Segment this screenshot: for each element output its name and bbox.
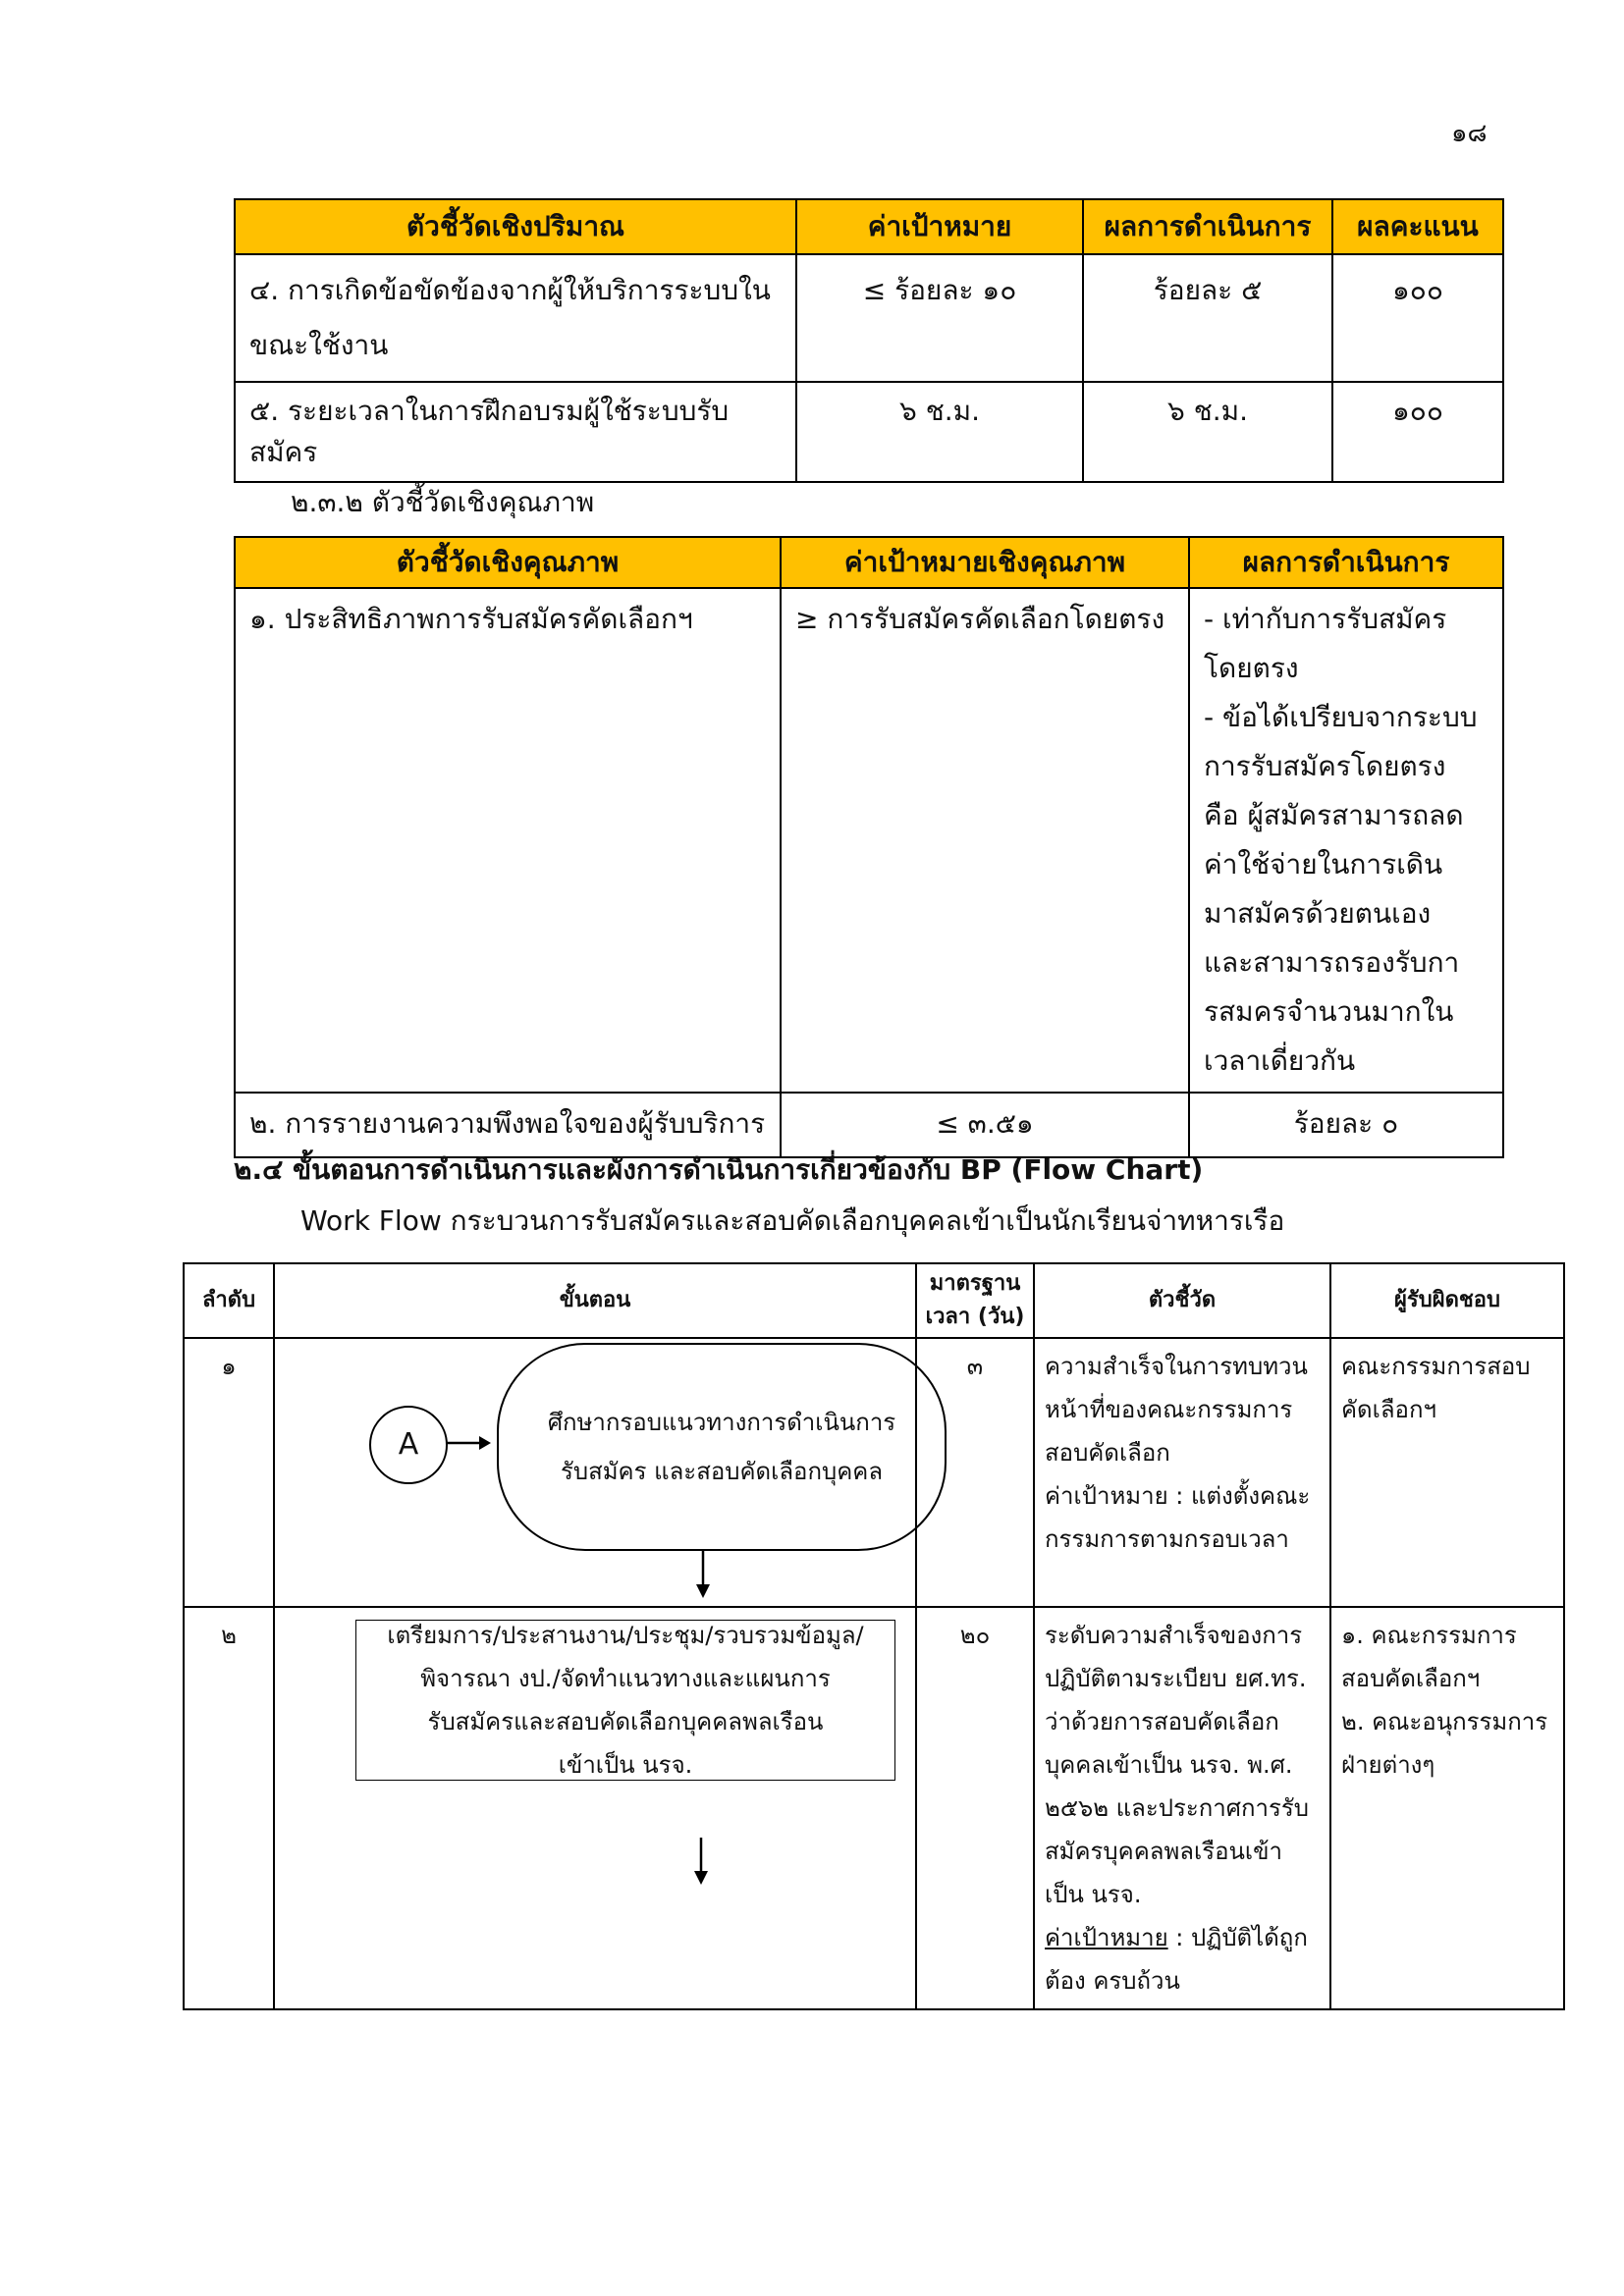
target-label: ค่าเป้าหมาย — [1045, 1482, 1168, 1510]
workflow-table — [183, 1262, 1565, 2010]
target-cell: ≤ ๓.๕๑ — [781, 1093, 1189, 1157]
right-arrow-icon — [446, 1427, 493, 1459]
target-cell: ๖ ช.ม. — [796, 382, 1083, 482]
workflow-caption: Work Flow กระบวนการรับสมัครและสอบคัดเลือกบุคคลเข้าเป็นนักเรียนจ่าทหารเรือ — [300, 1204, 1285, 1237]
step-cell — [274, 1607, 916, 2009]
table-header-row — [235, 199, 1503, 254]
process-step-box: เตรียมการ/ประสานงาน/ประชุม/รวบรวมข้อมูล/ พิจารณา งป./จัดทำแนวทางและแผนการ รับสมัครและสอบคัดเลือกบุคคลพลเรือน เข้าเป็น นรจ. — [355, 1620, 895, 1781]
column-header-time: มาตรฐาน เวลา (วัน) — [916, 1263, 1034, 1338]
down-arrow-icon — [691, 1551, 715, 1600]
workflow-row — [184, 1338, 1564, 1607]
column-header-step: ขั้นตอน — [274, 1263, 916, 1338]
step-cell — [274, 1338, 916, 1607]
order-cell: ๒ — [184, 1607, 274, 2009]
owner-cell: คณะกรรมการสอบคัดเลือกฯ — [1330, 1338, 1564, 1607]
page-number: ๑๘ — [1451, 119, 1488, 148]
indicator-cell: ความสำเร็จในการทบทวนหน้าที่ของคณะกรรมการสอบคัดเลือก ค่าเป้าหมาย : แต่งตั้งคณะกรรมการตามกรอบเวลา — [1034, 1338, 1330, 1607]
column-header: ผลการดำเนินการ — [1083, 199, 1332, 254]
order-cell: ๑ — [184, 1338, 274, 1607]
owner-cell: ๑. คณะกรรมการสอบคัดเลือกฯ ๒. คณะอนุกรรมการฝ่ายต่างๆ — [1330, 1607, 1564, 2009]
days-cell: ๒๐ — [916, 1607, 1034, 2009]
table-row — [235, 588, 1503, 1093]
column-header-indicator: ตัวชี้วัด — [1034, 1263, 1330, 1338]
table-row — [235, 254, 1503, 382]
column-header: ผลการดำเนินการ — [1189, 537, 1503, 588]
qualitative-subheading: ๒.๓.๒ ตัวชี้วัดเชิงคุณภาพ — [291, 486, 595, 518]
column-header: ค่าเป้าหมาย — [796, 199, 1083, 254]
column-header: ผลคะแนน — [1332, 199, 1503, 254]
target-cell: ≤ ร้อยละ ๑๐ — [796, 254, 1083, 382]
qualitative-indicator-table — [234, 536, 1504, 1158]
workflow-row — [184, 1607, 1564, 2009]
down-arrow-icon — [689, 1838, 713, 1887]
target-cell: ≥ การรับสมัครคัดเลือกโดยตรง — [781, 588, 1189, 1093]
section-heading: ๒.๔ ขั้นตอนการดำเนินการและผังการดำเนินการเกี่ยวข้องกับ BP (Flow Chart) — [234, 1153, 1204, 1186]
target-label: ค่าเป้าหมาย — [1045, 1924, 1168, 1951]
indicator-cell: ๔. การเกิดข้อขัดข้องจากผู้ให้บริการระบบในขณะใช้งาน — [235, 254, 796, 382]
result-cell: ร้อยละ ๐ — [1189, 1093, 1503, 1157]
result-cell: ๖ ช.ม. — [1083, 382, 1332, 482]
score-cell: ๑๐๐ — [1332, 382, 1503, 482]
column-header-owner: ผู้รับผิดชอบ — [1330, 1263, 1564, 1338]
connector-circle: A — [369, 1406, 448, 1484]
result-cell: ร้อยละ ๕ — [1083, 254, 1332, 382]
column-header: ตัวชี้วัดเชิงปริมาณ — [235, 199, 796, 254]
process-step-box: ศึกษากรอบแนวทางการดำเนินการ รับสมัคร และสอบคัดเลือกบุคคล — [497, 1343, 947, 1551]
result-cell: - เท่ากับการรับสมัครโดยตรง - ข้อได้เปรียบจากระบบการรับสมัครโดยตรง คือ ผู้สมัครสามารถลดค่าใช้จ่ายในการเดินมาสมัครด้วยตนเอง และสามารถรองรับการสมครจำนวนมากในเวลาเดี่ยวกัน — [1189, 588, 1503, 1093]
indicator-cell: ระดับความสำเร็จของการปฏิบัติตามระเบียบ ยศ.ทร. ว่าด้วยการสอบคัดเลือกบุคคลเข้าเป็น นรจ. พ.ศ. ๒๕๖๒ และประกาศการรับสมัครบุคคลพลเรือนเข้าเป็น นรจ. ค่าเป้าหมาย : ปฏิบัติได้ถูกต้อง ครบถ้วน — [1034, 1607, 1330, 2009]
indicator-cell: ๕. ระยะเวลาในการฝึกอบรมผู้ใช้ระบบรับสมัคร — [235, 382, 796, 482]
indicator-cell: ๑. ประสิทธิภาพการรับสมัครคัดเลือกฯ — [235, 588, 781, 1093]
table-row — [235, 382, 1503, 482]
days-cell: ๓ — [916, 1338, 1034, 1607]
indicator-cell: ๒. การรายงานความพึงพอใจของผู้รับบริการ — [235, 1093, 781, 1157]
table-header-row — [184, 1263, 1564, 1338]
table-header-row — [235, 537, 1503, 588]
column-header-order: ลำดับ — [184, 1263, 274, 1338]
column-header: ค่าเป้าหมายเชิงคุณภาพ — [781, 537, 1189, 588]
score-cell: ๑๐๐ — [1332, 254, 1503, 382]
quantitative-indicator-table — [234, 198, 1504, 483]
column-header: ตัวชี้วัดเชิงคุณภาพ — [235, 537, 781, 588]
